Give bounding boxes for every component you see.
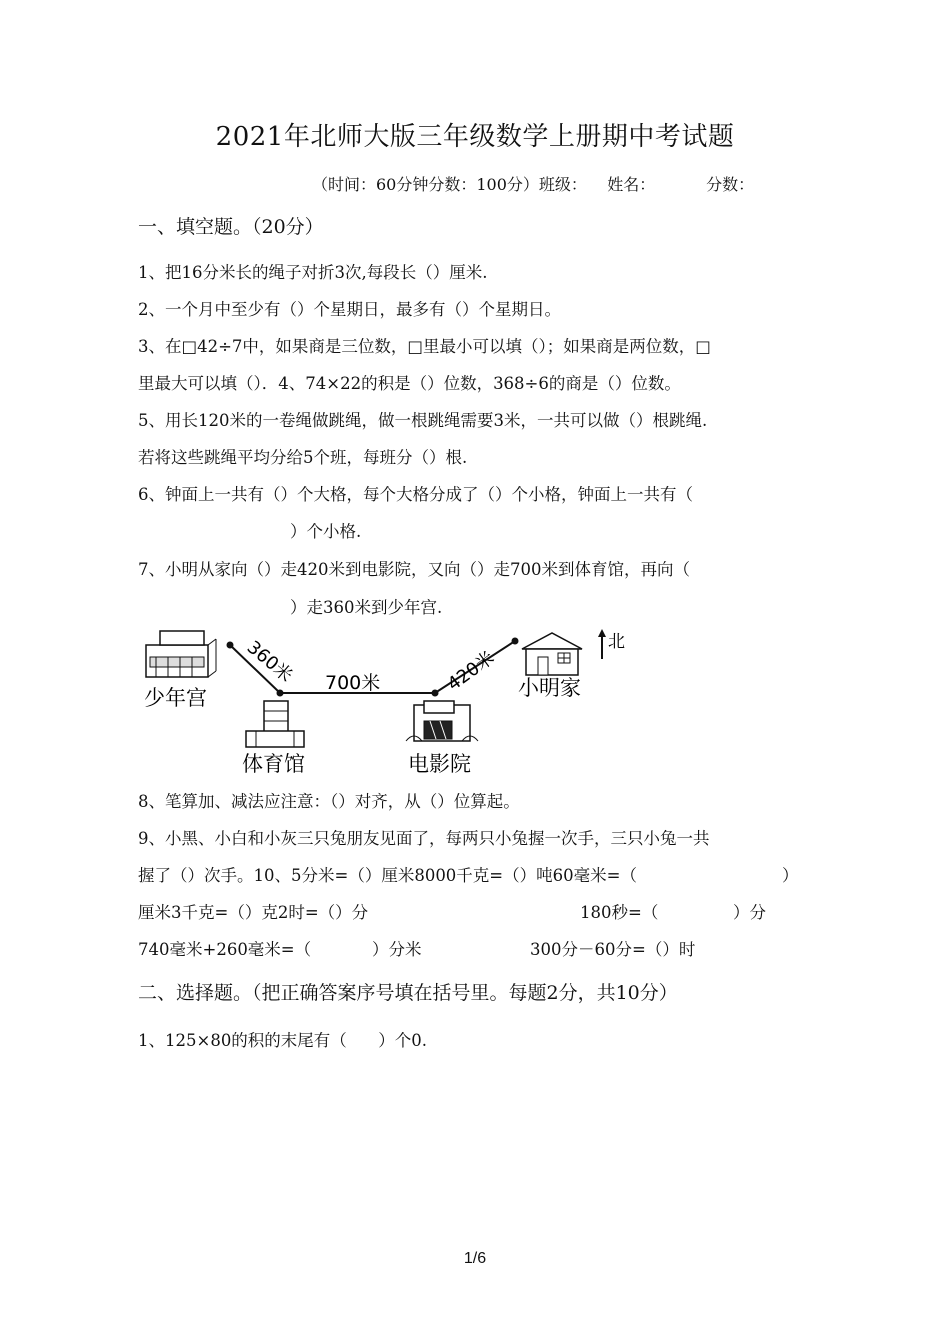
question-line: 里最大可以填（）．4、74×22的积是（）位数，368÷6的商是（）位数。 <box>138 374 681 393</box>
cinema-label: 电影院 <box>408 752 471 776</box>
question-line: 若将这些跳绳平均分给5个班，每班分（）根. <box>138 448 468 467</box>
route-point <box>512 638 519 645</box>
question-line: 9、小黑、小白和小灰三只兔朋友见面了，每两只小兔握一次手，三只小兔一共 <box>138 829 710 848</box>
question-line: ） <box>782 866 799 885</box>
question-line: 2、一个月中至少有（）个星期日，最多有（）个星期日。 <box>138 300 561 319</box>
question-line: ）个小格. <box>290 522 362 541</box>
home-label: 小明家 <box>518 676 581 700</box>
question-line: ）分米 <box>372 940 422 959</box>
youth-palace-icon <box>146 631 216 677</box>
route-map <box>130 625 650 785</box>
question-line: 3、在□42÷7中，如果商是三位数，□里最小可以填（）；如果商是两位数，□ <box>138 337 711 356</box>
question-line: ）分 <box>733 903 766 922</box>
question-line: 7、小明从家向（）走420米到电影院，又向（）走700米到体育馆，再向（ <box>138 560 690 579</box>
youth-palace-label: 少年宫 <box>144 686 207 710</box>
distance-360-label: 360米 <box>242 636 297 687</box>
north-arrow-icon <box>598 629 606 659</box>
section-2-heading: 二、选择题。（把正确答案序号填在括号里。每题2分，共10分） <box>138 982 678 1004</box>
route-point <box>432 690 439 697</box>
north-label: 北 <box>608 632 625 652</box>
question-line: 1、把16分米长的绳子对折3次,每段长（）厘米. <box>138 263 488 282</box>
cinema-icon <box>406 701 478 741</box>
question-line: 740毫米+260毫米=（ <box>138 940 312 959</box>
distance-700-label: 700米 <box>325 672 381 694</box>
page-number: 1/6 <box>463 1250 487 1267</box>
header-info: （时间：60分钟分数：100分）班级： 姓名： 分数： <box>312 175 755 194</box>
route-point <box>277 690 284 697</box>
route-point <box>227 642 234 649</box>
distance-420-label: 420米 <box>443 647 499 696</box>
gym-label: 体育馆 <box>242 752 305 776</box>
question-line: ）走360米到少年宫. <box>290 598 443 617</box>
question-line: 6、钟面上一共有（）个大格，每个大格分成了（）个小格，钟面上一共有（ <box>138 485 693 504</box>
section-1-heading: 一、填空题。（20分） <box>138 216 324 238</box>
page-title: 2021年北师大版三年级数学上册期中考试题 <box>215 122 735 152</box>
gym-icon <box>246 701 304 747</box>
question-line: 握了（）次手。10、5分米=（）厘米8000千克=（）吨60毫米=（ <box>138 866 637 885</box>
question-line: 300分－60分=（）时 <box>530 940 696 959</box>
question-line: 厘米3千克=（）克2时=（）分 <box>138 903 369 922</box>
question-line: 5、用长120米的一卷绳做跳绳，做一根跳绳需要3米，一共可以做（）根跳绳. <box>138 411 708 430</box>
question-line: 1、125×80的积的末尾有（ ）个0. <box>138 1031 428 1050</box>
question-line: 180秒=（ <box>580 903 659 922</box>
question-line: 8、笔算加、减法应注意：（）对齐，从（）位算起。 <box>138 792 520 811</box>
home-icon <box>522 633 582 675</box>
